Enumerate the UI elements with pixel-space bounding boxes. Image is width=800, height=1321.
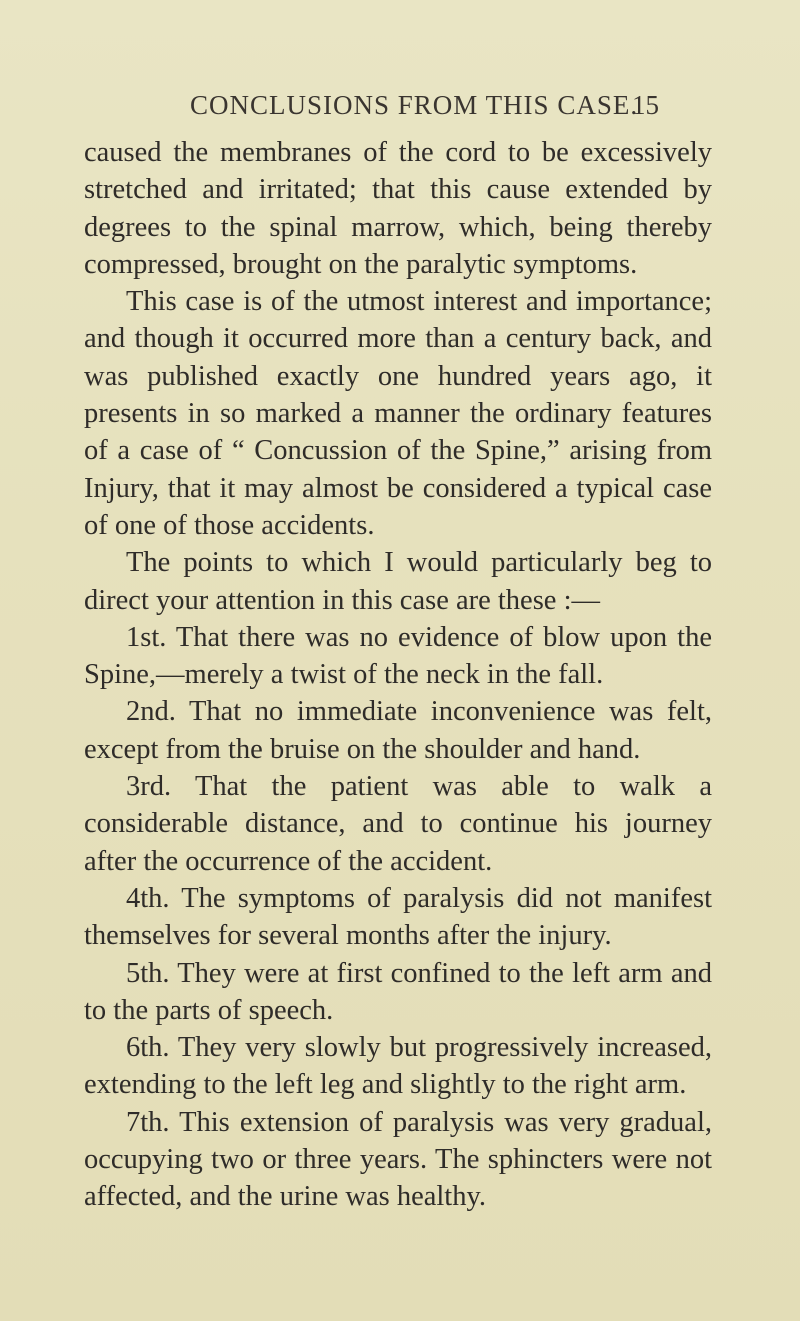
body-text [84, 134, 712, 1216]
point-2nd: 2nd. That no immediate inconvenience was felt, except from the bruise on the shoulder and hand. [84, 696, 712, 765]
page-number: 15 [632, 90, 659, 120]
paragraph-case-interest: This case is of the utmost interest and importance; and though it occurred more than a century back, and was published exactly one hundred years ago, it presents in so marked a manner the ordinary features of a case of “ Concussion of the Spine,” arising from Injury, that it may almost be considered a typical case of one of those accidents. [84, 286, 712, 541]
point-6th: 6th. They very slowly but progressively increased, extending to the left leg and slightly to the right arm. [84, 1032, 712, 1101]
paragraph-continued: caused the membranes of the cord to be excessively stretched and irritated; that this cause extended by degrees to the spinal marrow, which, being thereby compressed, brought on the paralytic symptoms. [84, 137, 712, 280]
running-head [0, 90, 800, 130]
point-1st: 1st. That there was no evidence of blow upon the Spine,—merely a twist of the neck in the fall. [84, 621, 712, 691]
running-title: CONCLUSIONS FROM THIS CASE. [190, 90, 639, 120]
point-7th: 7th. This extension of paralysis was very gradual, occupying two or three years. The sphincters were not affected, and the urine was healthy. [84, 1106, 712, 1213]
point-4th: 4th. The symptoms of paralysis did not manifest themselves for several months after the injury. [84, 882, 712, 952]
paragraph-points-intro: The points to which I would particularly beg to direct your attention in this case are these :— [84, 547, 712, 616]
point-3rd: 3rd. That the patient was able to walk a considerable distance, and to continue his journey after the occurrence of the accident. [84, 771, 712, 877]
point-5th: 5th. They were at first confined to the left arm and to the parts of speech. [84, 957, 712, 1026]
